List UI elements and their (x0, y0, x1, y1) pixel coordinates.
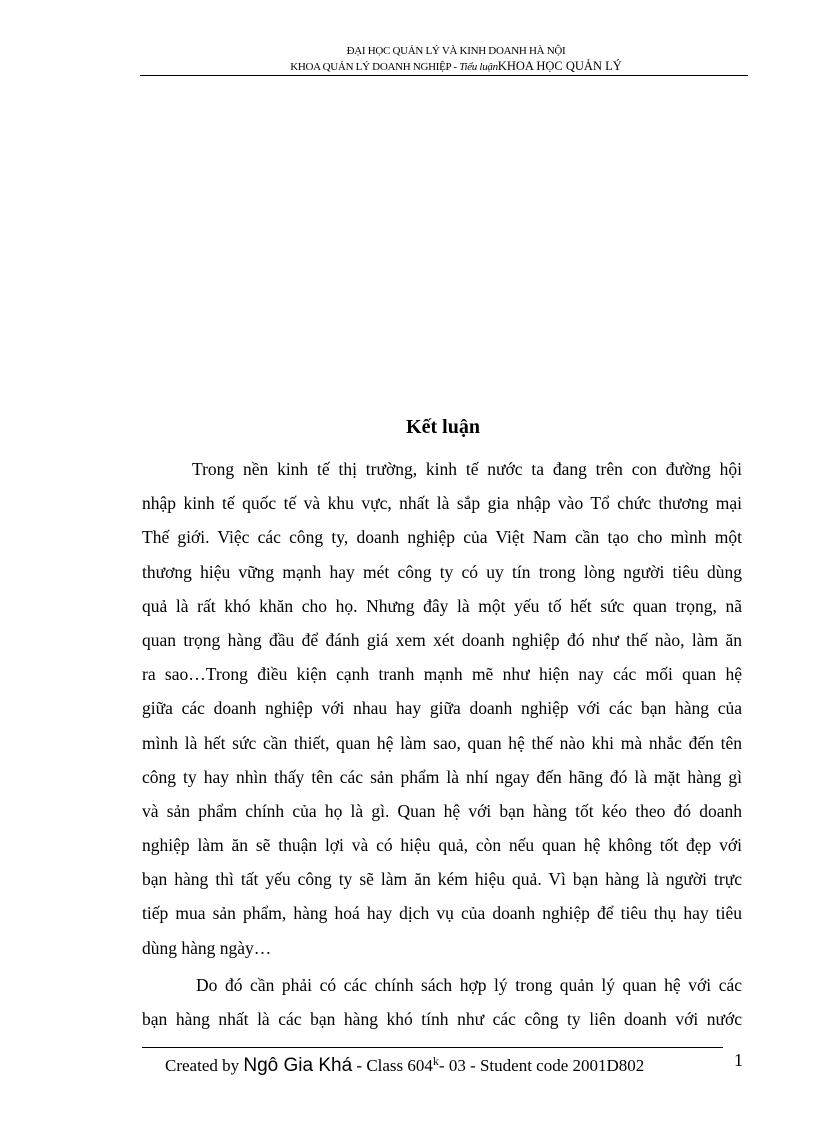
student-code: - 03 - Student code 2001D802 (438, 1056, 645, 1075)
header-divider (140, 75, 748, 76)
page-number: 1 (734, 1050, 743, 1070)
author-name: Ngô Gia Khá (243, 1055, 353, 1076)
faculty-name: KHOA QUẢN LÝ DOANH NGHIỆP - (290, 61, 460, 73)
paragraph-line: thương hiệu vững mạnh hay mét công ty có uy tín trong lòng người tiêu dùng (142, 561, 742, 582)
course-name: KHOA HỌC QUẢN LÝ (497, 59, 622, 73)
paragraph-line: tiếp mua sản phẩm, hàng hoá hay dịch vụ của doanh nghiệp để tiêu thụ hay tiêu (142, 903, 742, 924)
faculty-course-line (140, 58, 748, 75)
university-name: ĐẠI HỌC QUẢN LÝ VÀ KINH DOANH HÀ NỘI (346, 45, 566, 57)
paragraph-line: bạn hàng thì tất yếu công ty sẽ làm ăn kém hiệu quả. Vì bạn hàng là người trực (142, 869, 742, 890)
section-title: Kết luận (406, 416, 480, 438)
paragraph-line: bạn hàng nhất là các bạn hàng khó tính như các công ty liên doanh với nước (142, 1009, 742, 1029)
footer-divider (142, 1047, 723, 1048)
paragraph-line: và sản phẩm chính của họ là gì. Quan hệ với bạn hàng tốt kéo theo đó doanh (142, 800, 742, 821)
document-type: Tiểu luận (459, 61, 498, 73)
created-by-label: Created by (165, 1056, 240, 1075)
paragraph-line: nghiệp làm ăn sẽ thuận lợi và có hiệu quả, còn nếu quan hệ không tốt đẹp với (142, 835, 742, 856)
paragraph-line: ra sao…Trong điều kiện cạnh tranh mạnh mẽ như hiện nay các mối quan hệ (142, 664, 742, 685)
paragraph-line: giữa các doanh nghiệp với nhau hay giữa doanh nghiệp với các bạn hàng của (142, 698, 742, 719)
page-header (140, 44, 748, 75)
paragraph-line: mình là hết sức cần thiết, quan hệ làm sao, quan hệ thế nào khi mà nhắc đến tên (142, 732, 742, 753)
paragraph-line: Thế giới. Việc các công ty, doanh nghiệp của Việt Nam cần tạo cho mình một (142, 527, 742, 548)
paragraph-line: Do đó cần phải có các chính sách hợp lý trong quản lý quan hệ với các (196, 974, 742, 995)
paragraph-line: Trong nền kinh tế thị trường, kinh tế nước ta đang trên con đường hội (192, 459, 742, 479)
page-footer (165, 1054, 644, 1077)
paragraph-line: dùng hàng ngày… (142, 937, 272, 958)
class-superscript: k (432, 1054, 439, 1068)
paragraph-line: nhập kinh tế quốc tế và khu vực, nhất là sắp gia nhập vào Tổ chức thương mại (142, 493, 742, 514)
paragraph-line: quan trọng hàng đầu để đánh giá xem xét doanh nghiệp đó như thế nào, làm ăn (142, 629, 742, 650)
paragraph-line: công ty hay nhìn thấy tên các sản phẩm là nhí ngay đến hãng đó là mặt hàng gì (142, 766, 742, 787)
body-text (142, 452, 742, 1036)
class-label: - Class 604 (356, 1056, 433, 1075)
paragraph-line: quả là rất khó khăn cho họ. Nhưng đây là một yếu tố hết sức quan trọng, nã (142, 595, 742, 616)
